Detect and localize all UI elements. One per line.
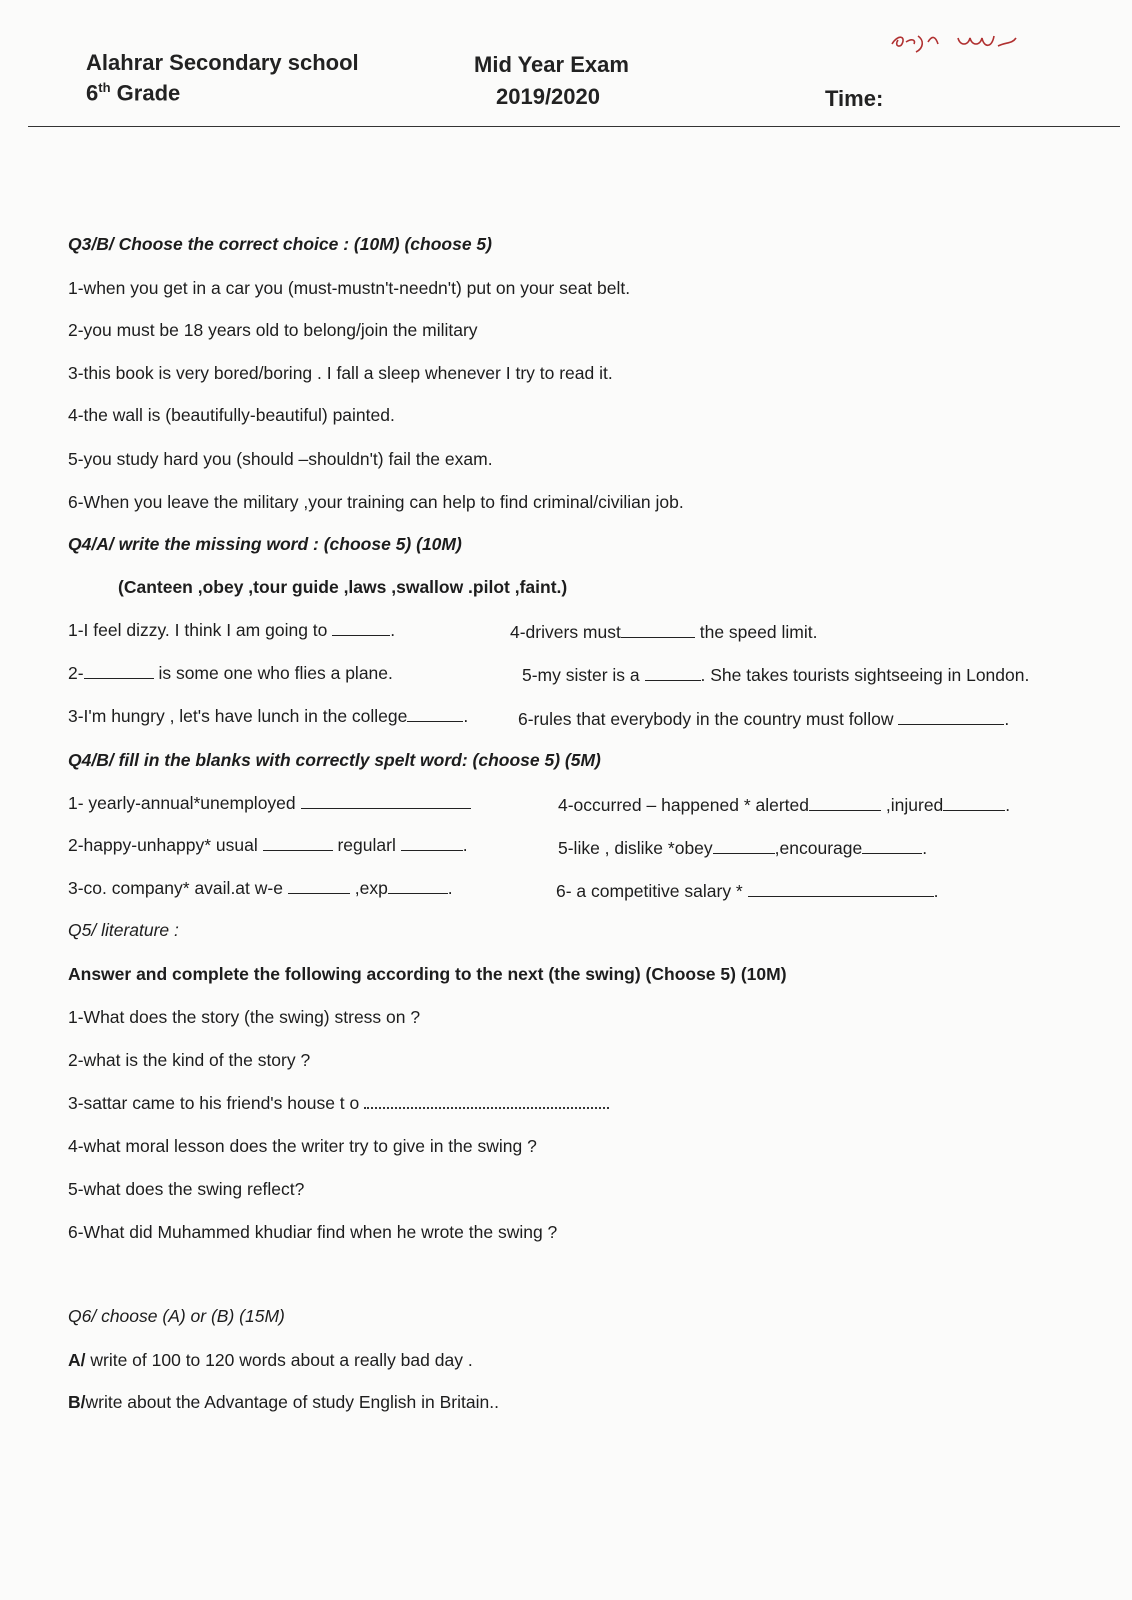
q4b-item-2: 2-happy-unhappy* usual regularl . xyxy=(68,835,468,855)
q4b-item-1: 1- yearly-annual*unemployed xyxy=(68,793,471,814)
q5-title: Q5/ literature : xyxy=(68,920,179,940)
grade-number: 6 xyxy=(86,80,99,106)
answer-dotted-line[interactable] xyxy=(364,1095,609,1109)
answer-blank[interactable] xyxy=(713,839,775,854)
grade-suffix: th xyxy=(98,80,111,95)
header-divider xyxy=(28,126,1120,127)
answer-blank[interactable] xyxy=(645,666,701,681)
q3b-title: Q3/B/ Choose the correct choice : (10M) (choose 5) xyxy=(68,234,492,254)
q6-option-a: A/ write of 100 to 120 words about a really bad day . xyxy=(68,1350,473,1370)
q3b-item-1: 1-when you get in a car you (must-mustn't-needn't) put on your seat belt. xyxy=(68,278,631,298)
answer-blank[interactable] xyxy=(332,621,390,636)
q6-option-b: B/write about the Advantage of study English in Britain.. xyxy=(68,1392,499,1412)
grade-word: Grade xyxy=(116,80,181,106)
q5-item-2: 2-what is the kind of the story ? xyxy=(68,1050,311,1070)
q5-item-6: 6-What did Muhammed khudiar find when he wrote the swing ? xyxy=(68,1222,558,1242)
answer-blank[interactable] xyxy=(288,879,350,894)
answer-blank[interactable] xyxy=(943,796,1005,811)
q4a-item-4: 4-drivers must the speed limit. xyxy=(510,622,818,642)
exam-title: Mid Year Exam xyxy=(474,52,629,77)
q4b-item-6: 6- a competitive salary * . xyxy=(556,881,939,901)
answer-blank[interactable] xyxy=(621,623,695,638)
q5-item-5: 5-what does the swing reflect? xyxy=(68,1179,305,1199)
answer-blank[interactable] xyxy=(407,707,463,722)
answer-blank[interactable] xyxy=(898,710,1004,725)
answer-blank[interactable] xyxy=(748,882,934,897)
exam-year: 2019/2020 xyxy=(496,84,600,109)
q4b-item-4: 4-occurred – happened * alerted ,injured . xyxy=(558,795,1011,815)
answer-blank[interactable] xyxy=(301,794,471,809)
answer-blank[interactable] xyxy=(263,836,333,851)
q3b-item-2: 2-you must be 18 years old to belong/join the military xyxy=(68,320,478,340)
q4a-title: Q4/A/ write the missing word : (choose 5) (10M) xyxy=(68,534,462,554)
q4a-item-2: 2- is some one who flies a plane. xyxy=(68,663,393,683)
q3b-item-3: 3-this book is very bored/boring . I fall a sleep whenever I try to read it. xyxy=(68,363,613,383)
school-name: Alahrar Secondary school xyxy=(86,50,359,75)
q4a-item-5: 5-my sister is a . She takes tourists sightseeing in London. xyxy=(522,665,1030,685)
q4a-word-bank: (Canteen ,obey ,tour guide ,laws ,swallow .pilot ,faint.) xyxy=(118,577,568,597)
q4b-title: Q4/B/ fill in the blanks with correctly spelt word: (choose 5) (5M) xyxy=(68,750,601,770)
answer-blank[interactable] xyxy=(809,796,881,811)
q5-item-3: 3-sattar came to his friend's house t o xyxy=(68,1093,609,1114)
q6-title: Q6/ choose (A) or (B) (15M) xyxy=(68,1306,285,1326)
q5-item-4: 4-what moral lesson does the writer try to give in the swing ? xyxy=(68,1136,537,1156)
q3b-item-5: 5-you study hard you (should –shouldn't) fail the exam. xyxy=(68,449,493,469)
q3b-item-6: 6-When you leave the military ,your training can help to find criminal/civilian job. xyxy=(68,492,684,512)
q5-instruction: Answer and complete the following according to the next (the swing) (Choose 5) (10M) xyxy=(68,964,787,984)
q4a-item-6: 6-rules that everybody in the country must follow . xyxy=(518,709,1010,729)
q4b-item-5: 5-like , dislike *obey ,encourage . xyxy=(558,838,928,858)
answer-blank[interactable] xyxy=(862,839,922,854)
q4a-item-1: 1-I feel dizzy. I think I am going to . xyxy=(68,620,396,640)
q3b-item-4: 4-the wall is (beautifully-beautiful) painted. xyxy=(68,405,395,425)
q5-item-1: 1-What does the story (the swing) stress on ? xyxy=(68,1007,421,1027)
time-label: Time: xyxy=(825,86,884,111)
grade-label xyxy=(86,80,180,106)
answer-blank[interactable] xyxy=(84,664,154,679)
q4b-item-3: 3-co. company* avail.at w-e ,exp . xyxy=(68,878,453,898)
answer-blank[interactable] xyxy=(401,836,463,851)
q4a-item-3: 3-I'm hungry , let's have lunch in the college . xyxy=(68,706,469,726)
answer-blank[interactable] xyxy=(388,879,448,894)
handwritten-note xyxy=(888,22,1018,62)
